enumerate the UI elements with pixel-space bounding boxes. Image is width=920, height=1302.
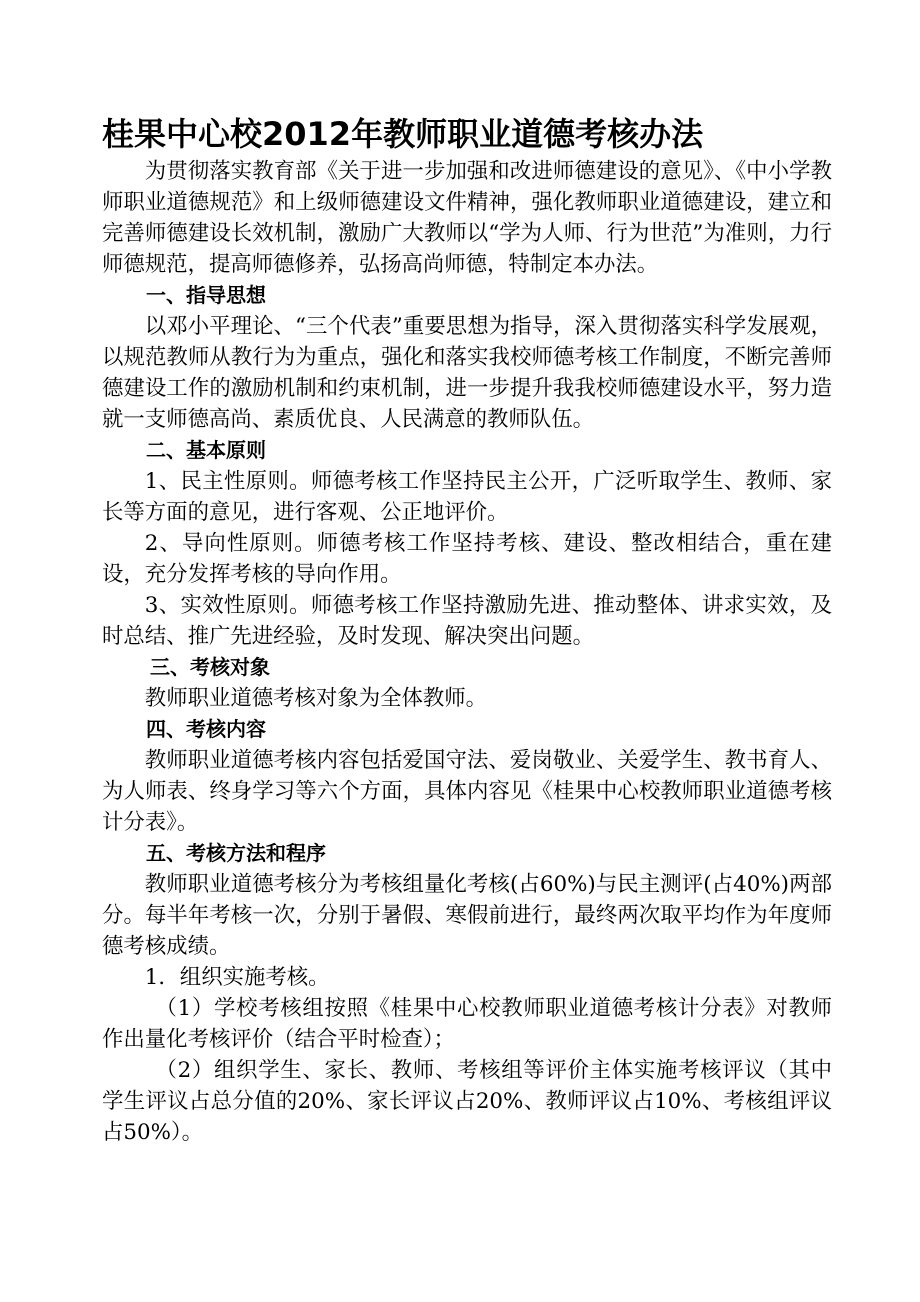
section-paragraph: 教师职业道德考核分为考核组量化考核(占60%)与民主测评(占40%)两部分。每半年考核一次，分别于暑假、寒假前进行，最终两次取平均作为年度师德考核成绩。: [102, 872, 832, 959]
section-heading-assessment-targets: 三、考核对象: [150, 655, 270, 679]
section-paragraph: 1、民主性原则。师德考核工作坚持民主公开，广泛听取学生、教师、家长等方面的意见，进行客观、公正地评价。: [102, 469, 832, 525]
section-paragraph: （2）组织学生、家长、教师、考核组等评价主体实施考核评议（其中学生评议占总分值的20%、家长评议占20%、教师评议占10%、考核组评议占50%）。: [102, 1058, 832, 1145]
section-heading-guiding-ideology: 一、指导思想: [146, 283, 266, 307]
section-paragraph: 教师职业道德考核内容包括爱国守法、爱岗敬业、关爱学生、教书育人、为人师表、终身学习等六个方面，具体内容见《桂果中心校教师职业道德考核计分表》。: [102, 748, 832, 835]
section-paragraph: 3、实效性原则。师德考核工作坚持激励先进、推动整体、讲求实效，及时总结、推广先进经验，及时发现、解决突出问题。: [102, 593, 832, 649]
section-paragraph: 2、导向性原则。师德考核工作坚持考核、建设、整改相结合，重在建设，充分发挥考核的导向作用。: [102, 531, 832, 587]
section-paragraph: 1．组织实施考核。: [144, 965, 330, 990]
document-body: [102, 112, 832, 1148]
intro-paragraph: 为贯彻落实教育部《关于进一步加强和改进师德建设的意见》、《中小学教师职业道德规范》和上级师德建设文件精神，强化教师职业道德建设，建立和完善师德建设长效机制，激励广大教师以“学为人师、行为世范”为准则，力行师德规范，提高师德修养，弘扬高尚师德，特制定本办法。: [102, 159, 832, 277]
section-paragraph: 以邓小平理论、“三个代表”重要思想为指导，深入贯彻落实科学发展观，以规范教师从教行为为重点，强化和落实我校师德考核工作制度，不断完善师德建设工作的激励机制和约束机制，进一步提升我我校师德建设水平，努力造就一支师德高尚、素质优良、人民满意的教师队伍。: [102, 314, 832, 432]
document-title: 桂果中心校2012年教师职业道德考核办法: [102, 115, 704, 153]
section-heading-basic-principles: 二、基本原则: [146, 438, 266, 462]
section-heading-methods-and-procedures: 五、考核方法和程序: [146, 841, 326, 865]
section-paragraph: 教师职业道德考核对象为全体教师。: [144, 686, 488, 711]
section-heading-assessment-content: 四、考核内容: [146, 717, 266, 741]
section-paragraph: （1）学校考核组按照《桂果中心校教师职业道德考核计分表》对教师作出量化考核评价（结合平时检查）；: [102, 996, 832, 1052]
